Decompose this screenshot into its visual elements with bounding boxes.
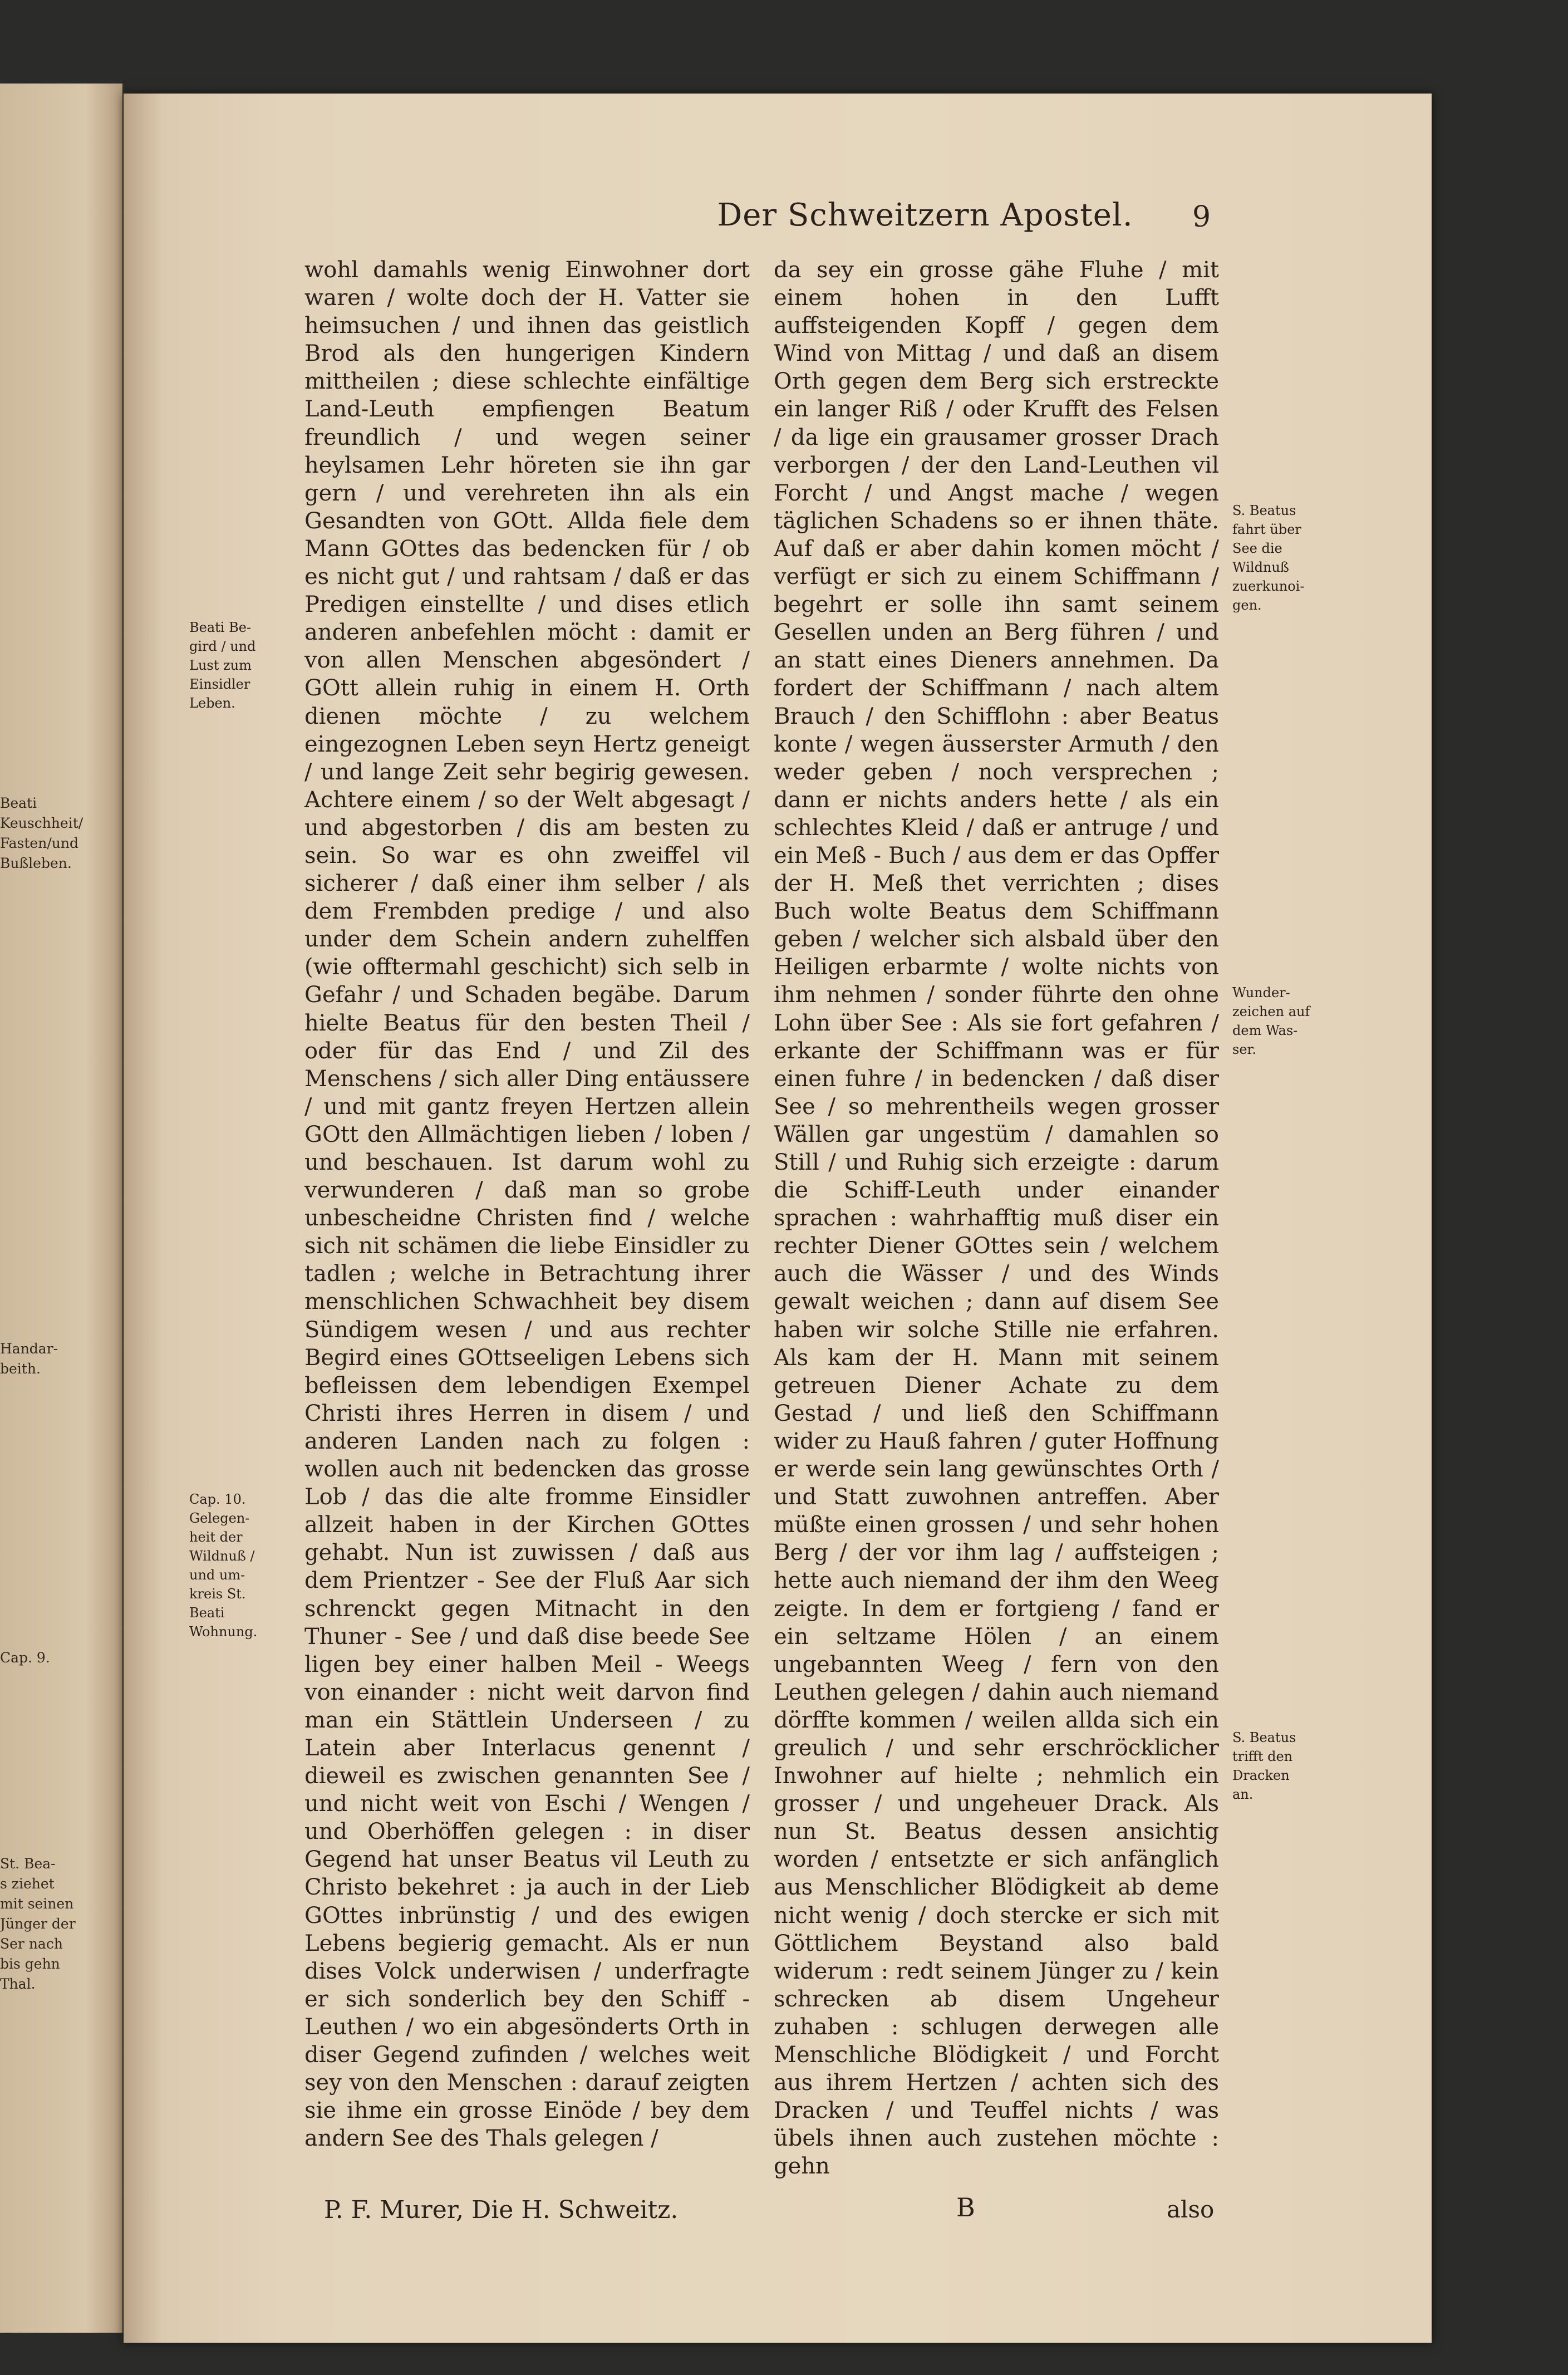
- right-marginal-gloss: S. Beatus trifft den Dracken an.: [1232, 1730, 1296, 1802]
- catchword: also: [1167, 2196, 1215, 2223]
- right-marginal-gloss: Wunder- zeichen auf dem Was- ser.: [1232, 985, 1310, 1057]
- left-marginal-gloss: Beati Be- gird / und Lust zum Einsidler Leben.: [189, 620, 256, 711]
- previous-page-margin-note: Cap. 9.: [0, 1650, 50, 1666]
- running-head: Der Schweitzern Apostel.: [717, 197, 1133, 233]
- left-marginal-gloss: Cap. 10. Gelegen- heit der Wildnuß / und um- kreis St. Beati Wohnung.: [189, 1491, 258, 1640]
- previous-page-margin-note: St. Bea- s ziehet mit seinen Jünger der Ser nach bis gehn Thal.: [0, 1856, 76, 1992]
- book-page: [124, 94, 1432, 2343]
- previous-page-margin-note: Handar- beith.: [0, 1341, 58, 1377]
- right-marginal-gloss: S. Beatus fahrt über See die Wildnuß zuerkunoi- gen.: [1232, 503, 1305, 613]
- signature-mark: B: [956, 2192, 975, 2222]
- page-number: 9: [1192, 200, 1211, 234]
- previous-page-margin-note: Beati Keuschheit/ Fasten/und Bußleben.: [0, 795, 83, 871]
- previous-page-edge: [0, 84, 122, 2333]
- right-text-column: da sey ein grosse gähe Fluhe / mit einem hohen in den Lufft auffsteigenden Kopff / gegen dem Wind von Mittag / und daß an disem Orth gegen dem Berg sich erstreckte ein langer Riß / oder Krufft des Felsen / da lige ein grausamer grosser Drach verborgen / der den Land-Leuthen vil Forcht / und Angst mache / wegen täglichen Schadens so er ihnen thäte. Auf daß er aber dahin komen möcht / verfügt er sich zu einem Schiffmann / begehrt er solle ihn samt seinem Gesellen unden an Berg führen / und an statt eines Dieners annehmen. Da fordert der Schiffmann / nach altem Brauch / den Schifflohn : aber Beatus konte / wegen äusserster Armuth / den weder geben / noch versprechen ; dann er nichts anders hette / als ein schlechtes Kleid / daß er antruge / und ein Meß - Buch / aus dem er das Opffer der H. Meß thet verrichten ; dises Buch wolte Beatus dem Schiffmann geben / welcher sich alsbald über den Heiligen erbarmte / wolte nichts von ihm nehmen / sonder führte den ohne Lohn über See : Als sie fort gefahren / erkante der Schiffmann was er für einen fuhre / in bedencken / daß diser See / so mehrentheils wegen grosser Wällen gar ungestüm / damahlen so Still / und Ruhig sich erzeigte : darum die Schiff-Leuth under einander sprachen : wahrhafftig muß diser ein rechter Diener GOttes sein / welchem auch die Wässer / und des Winds gewalt weichen ; dann auf disem See haben wir solche Stille nie erfahren. Als kam der H. Mann mit seinem getreuen Diener Achate zu dem Gestad / und ließ den Schiffmann wider zu Hauß fahren / guter Hoffnung er werde sein lang gewünschtes Orth / und Statt zuwohnen antreffen. Aber müßte einen grossen / und sehr hohen Berg / der vor ihm lag / auffsteigen ; hette auch niemand der ihm den Weeg zeigte. In dem er fortgieng / fand er ein seltzame Hölen / an einem ungebannten Weeg / fern von den Leuthen gelegen / dahin auch niemand dörffte kommen / weilen allda sich ein greulich / und sehr erschröcklicher Inwohner auf hielte ; nehmlich ein grosser / und ungeheuer Drack. Als nun St. Beatus dessen ansichtig worden / entsetzte er sich anfänglich aus Menschlicher Blödigkeit ab deme nicht wenig / doch stercke er sich mit Göttlichem Beystand also bald widerum : redt seinem Jünger zu / kein schrecken ab disem Ungeheur zuhaben : schlugen derwegen alle Menschliche Blödigkeit / und Forcht aus ihrem Hertzen / achten sich des Dracken / und Teuffel nichts / was übels ihnen auch zustehen möchte : gehn: [774, 257, 1219, 2180]
- printer-signature-line: P. F. Murer, Die H. Schweitz.: [324, 2196, 679, 2224]
- left-text-column: wohl damahls wenig Einwohner dort waren / wolte doch der H. Vatter sie heimsuchen / und ihnen das geistlich Brod als den hungerigen Kindern mittheilen ; diese schlechte einfältige Land-Leuth empfiengen Beatum freundlich / und wegen seiner heylsamen Lehr höreten sie ihn gar gern / und verehreten ihn als ein Gesandten von GOtt. Allda fiele dem Mann GOttes das bedencken für / ob es nicht gut / und rahtsam / daß er das Predigen einstellte / und dises etlich anderen anbefehlen möcht : damit er von allen Menschen abgesöndert / GOtt allein ruhig in einem H. Orth dienen möchte / zu welchem eingezognen Leben seyn Hertz geneigt / und lange Zeit sehr begirig gewesen. Achtere einem / so der Welt abgesagt / und abgestorben / dis am besten zu sein. So war es ohn zweiffel vil sicherer / daß einer ihm selber / als dem Frembden predige / und also under dem Schein andern zuhelffen (wie offtermahl geschicht) sich selb in Gefahr / und Schaden begäbe. Darum hielte Beatus für den besten Theil / oder für das End / und Zil des Menschens / sich aller Ding entäussere / und mit gantz freyen Hertzen allein GOtt den Allmächtigen lieben / loben / und beschauen. Ist darum wohl zu verwunderen / daß man so grobe unbescheidne Christen find / welche sich nit schämen die liebe Einsidler zu tadlen ; welche in Betrachtung ihrer menschlichen Schwachheit bey disem Sündigem wesen / und aus rechter Begird eines GOttseeligen Lebens sich befleissen dem lebendigen Exempel Christi ihres Herren in disem / und anderen Landen nach zu folgen : wollen auch nit bedencken das grosse Lob / das die alte fromme Einsidler allzeit haben in der Kirchen GOttes gehabt. Nun ist zuwissen / daß aus dem Prientzer - See der Fluß Aar sich schrenckt gegen Mitnacht in den Thuner - See / und daß dise beede See ligen bey einer halben Meil - Weegs von einander : nicht weit darvon find man ein Stättlein Undersеen / zu Latein aber Interlacus genennt / dieweil es zwischen genannten See / und nicht weit von Eschi / Wengen / und Oberhöffen gelegen : in diser Gegend hat unser Beatus vil Leuth zu Christo bekehret : ja auch in der Lieb GOttes inbrünstig / und des ewigen Lebens begierig gemacht. Als er nun dises Volck underwisen / underfragte er sich sonderlich bey den Schiff - Leuthen / wo ein abgesönderts Orth in diser Gegend zufinden / welches weit sey von den Menschen : darauf zeigten sie ihme ein grosse Einöde / bey dem andern See des Thals gelegen /: [304, 257, 750, 2152]
